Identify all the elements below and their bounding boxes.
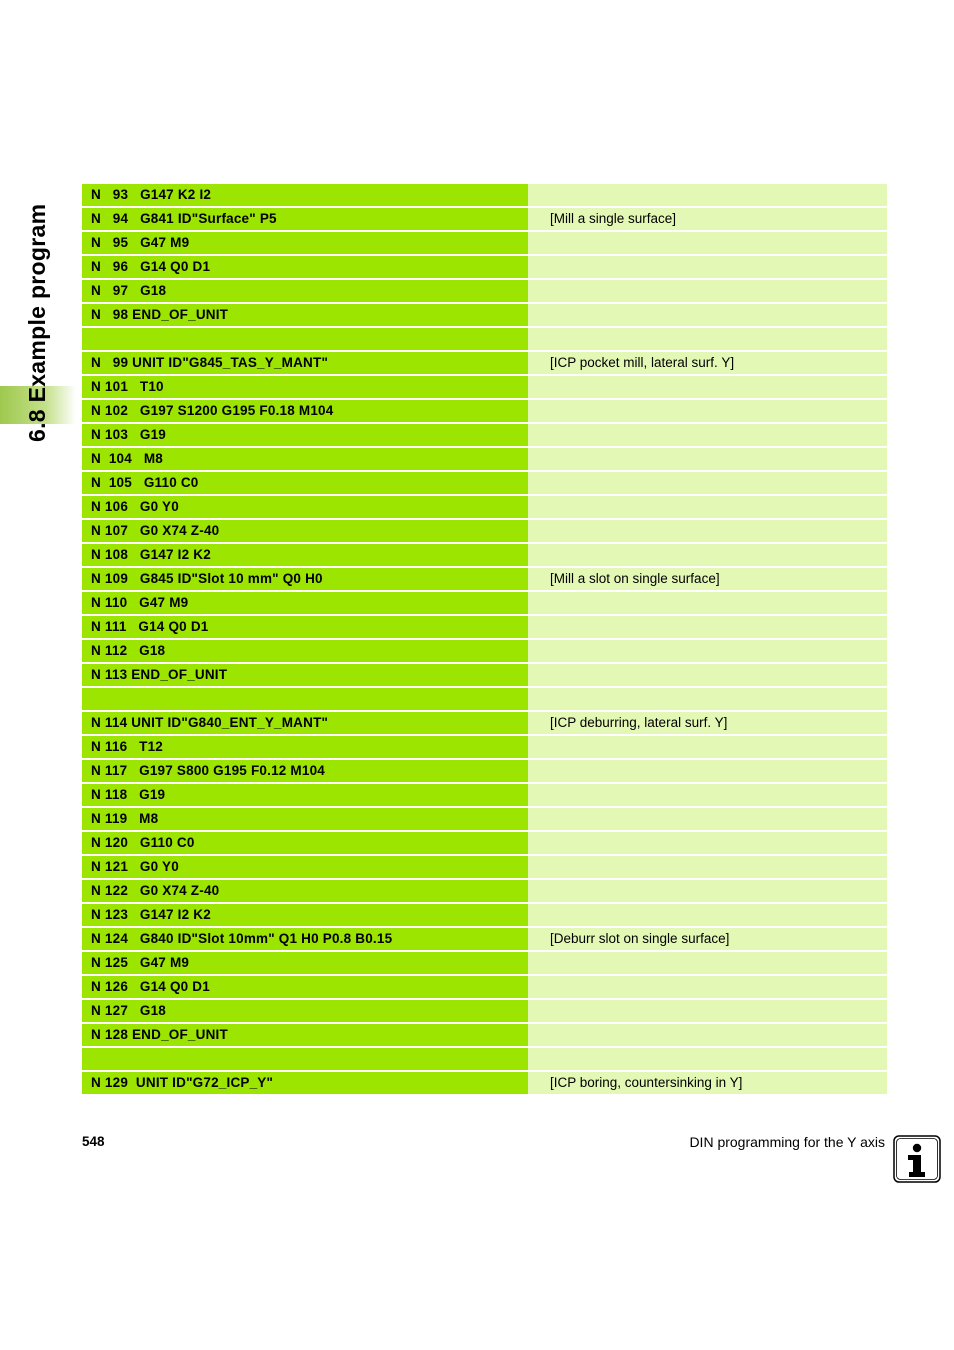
table-row [82,448,887,470]
code-cell: N 118 G19 [82,784,528,806]
table-row [82,472,887,494]
comment-cell [528,1000,887,1022]
table-row [82,808,887,830]
table-row [82,1024,887,1046]
comment-cell: [Deburr slot on single surface] [528,928,887,950]
table-row [82,904,887,926]
comment-cell [528,904,887,926]
code-cell: N 114 UNIT ID"G840_ENT_Y_MANT" [82,712,528,734]
comment-cell [528,472,887,494]
code-cell: N 103 G19 [82,424,528,446]
code-cell: N 102 G197 S1200 G195 F0.18 M104 [82,400,528,422]
comment-cell [528,976,887,998]
comment-cell [528,736,887,758]
code-cell: N 93 G147 K2 I2 [82,184,528,206]
table-row [82,1072,887,1094]
table-row [82,832,887,854]
comment-cell [528,376,887,398]
table-row [82,688,887,710]
comment-cell [528,280,887,302]
code-cell: N 127 G18 [82,1000,528,1022]
table-row [82,784,887,806]
code-cell: N 128 END_OF_UNIT [82,1024,528,1046]
table-row [82,352,887,374]
table-row [82,256,887,278]
comment-cell [528,664,887,686]
section-title: 6.8 Example program [24,203,50,442]
table-row [82,592,887,614]
table-row [82,424,887,446]
comment-cell [528,1048,887,1070]
comment-cell [528,784,887,806]
code-cell: N 95 G47 M9 [82,232,528,254]
table-row [82,664,887,686]
code-cell: N 105 G110 C0 [82,472,528,494]
code-cell: N 117 G197 S800 G195 F0.12 M104 [82,760,528,782]
comment-cell [528,640,887,662]
comment-cell [528,760,887,782]
comment-cell: [ICP deburring, lateral surf. Y] [528,712,887,734]
code-cell: N 94 G841 ID"Surface" P5 [82,208,528,230]
code-cell: N 104 M8 [82,448,528,470]
table-row [82,568,887,590]
comment-cell: [ICP pocket mill, lateral surf. Y] [528,352,887,374]
code-cell: N 113 END_OF_UNIT [82,664,528,686]
table-row [82,760,887,782]
comment-cell [528,832,887,854]
comment-cell [528,256,887,278]
table-row [82,952,887,974]
code-cell: N 99 UNIT ID"G845_TAS_Y_MANT" [82,352,528,374]
comment-cell [528,400,887,422]
code-cell: N 125 G47 M9 [82,952,528,974]
table-row [82,328,887,350]
table-row [82,928,887,950]
comment-cell [528,880,887,902]
comment-cell [528,184,887,206]
program-table [82,184,887,1096]
comment-cell [528,496,887,518]
code-cell: N 110 G47 M9 [82,592,528,614]
table-row [82,376,887,398]
code-cell: N 121 G0 Y0 [82,856,528,878]
code-cell: N 112 G18 [82,640,528,662]
code-cell: N 98 END_OF_UNIT [82,304,528,326]
comment-cell: [Mill a single surface] [528,208,887,230]
code-cell: N 124 G840 ID"Slot 10mm" Q1 H0 P0.8 B0.15 [82,928,528,950]
comment-cell [528,952,887,974]
comment-cell [528,1024,887,1046]
code-cell: N 123 G147 I2 K2 [82,904,528,926]
table-row [82,232,887,254]
code-cell: N 108 G147 I2 K2 [82,544,528,566]
code-cell: N 97 G18 [82,280,528,302]
comment-cell [528,232,887,254]
chapter-title: DIN programming for the Y axis [689,1134,885,1150]
code-cell [82,1048,528,1070]
table-row [82,880,887,902]
table-row [82,496,887,518]
comment-cell: [ICP boring, countersinking in Y] [528,1072,887,1094]
table-row [82,616,887,638]
code-cell: N 96 G14 Q0 D1 [82,256,528,278]
comment-cell [528,808,887,830]
comment-cell [528,856,887,878]
table-row [82,736,887,758]
comment-cell [528,544,887,566]
table-row [82,712,887,734]
table-row [82,184,887,206]
table-row [82,1000,887,1022]
table-row [82,304,887,326]
comment-cell [528,328,887,350]
code-cell: N 119 M8 [82,808,528,830]
code-cell: N 107 G0 X74 Z-40 [82,520,528,542]
table-row [82,280,887,302]
code-cell: N 120 G110 C0 [82,832,528,854]
code-cell: N 106 G0 Y0 [82,496,528,518]
code-cell: N 116 T12 [82,736,528,758]
code-cell: N 126 G14 Q0 D1 [82,976,528,998]
comment-cell [528,520,887,542]
code-cell [82,688,528,710]
page-number: 548 [82,1134,105,1149]
comment-cell [528,448,887,470]
comment-cell [528,616,887,638]
table-row [82,208,887,230]
comment-cell: [Mill a slot on single surface] [528,568,887,590]
comment-cell [528,304,887,326]
code-cell: N 129 UNIT ID"G72_ICP_Y" [82,1072,528,1094]
table-row [82,640,887,662]
table-row [82,1048,887,1070]
table-row [82,856,887,878]
info-icon [893,1135,941,1183]
comment-cell [528,424,887,446]
code-cell: N 122 G0 X74 Z-40 [82,880,528,902]
table-row [82,544,887,566]
comment-cell [528,688,887,710]
comment-cell [528,592,887,614]
code-cell: N 109 G845 ID"Slot 10 mm" Q0 H0 [82,568,528,590]
table-row [82,400,887,422]
code-cell: N 101 T10 [82,376,528,398]
code-cell [82,328,528,350]
table-row [82,976,887,998]
table-row [82,520,887,542]
code-cell: N 111 G14 Q0 D1 [82,616,528,638]
